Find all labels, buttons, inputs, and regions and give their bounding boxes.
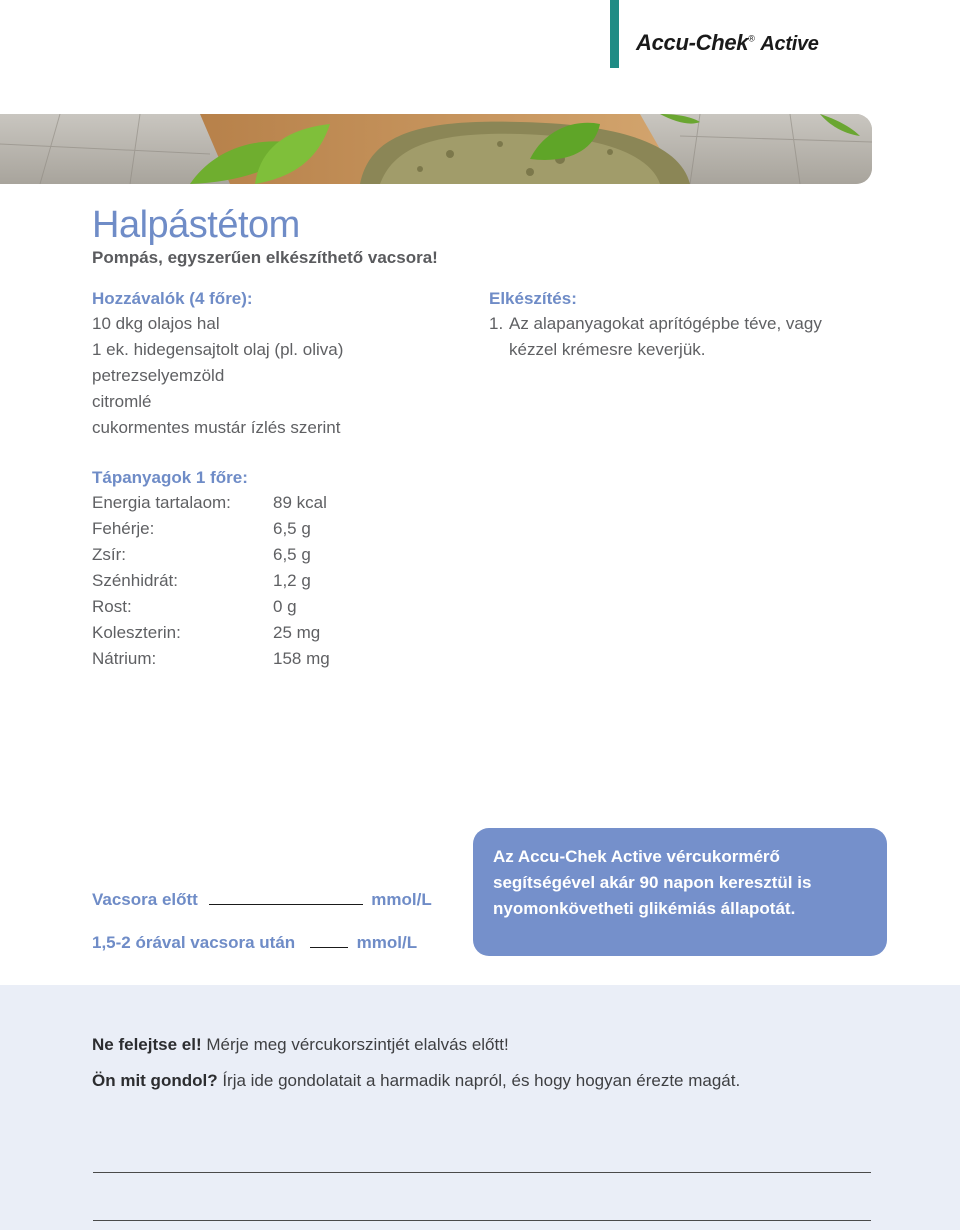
basil-pate-illustration [0,114,872,184]
nutrient-label: Szénhidrát: [92,571,178,590]
nutrient-value: 158 mg [273,649,330,668]
before-dinner-label: Vacsora előtt [92,890,198,909]
nutrients-section [92,468,330,672]
reminder-line [92,1035,509,1055]
after-dinner-value-field[interactable] [310,947,348,948]
writing-line[interactable] [93,1172,871,1173]
recipe-title: Halpástétom [92,204,300,246]
ingredient-item: 1 ek. hidegensajtolt olaj (pl. oliva) [92,340,344,359]
nutrient-label: Rost: [92,597,132,616]
nutrient-row [92,490,330,516]
ingredients-section [92,289,343,441]
nutrient-row [92,542,330,568]
preparation-step [489,311,869,363]
nutrient-value: 6,5 g [273,545,311,564]
nutrient-row [92,594,330,620]
before-dinner-unit: mmol/L [371,890,432,909]
ingredient-item: petrezselyemzöld [92,366,225,385]
nutrient-value: 1,2 g [273,571,311,590]
writing-line[interactable] [93,1220,871,1221]
before-dinner-measurement [92,890,432,910]
ingredient-item: cukormentes mustár ízlés szerint [92,418,341,437]
reminder-text: Mérje meg vércukorszintjét elalvás előtt! [201,1035,509,1054]
info-line: segítségével akár 90 napon keresztül is [493,873,812,892]
nutrient-label: Nátrium: [92,649,157,668]
after-dinner-unit: mmol/L [356,933,418,952]
nutrient-row [92,620,330,646]
ingredient-item: 10 dkg olajos hal [92,314,220,333]
info-line: Az Accu-Chek Active vércukormérő [493,847,780,866]
question-line [92,1071,740,1091]
recipe-subtitle: Pompás, egyszerűen elkészíthető vacsora! [92,248,438,267]
accu-chek-logo [636,30,819,56]
banner-photo [0,114,872,184]
nutrient-value: 6,5 g [273,519,311,538]
nutrients-heading: Tápanyagok 1 főre: [92,468,248,487]
ingredient-item: citromlé [92,392,152,411]
nutrient-value: 25 mg [273,623,321,642]
nutrient-label: Energia tartalaom: [92,493,231,512]
logo-main-text: Accu-Chek [636,30,749,55]
before-dinner-value-field[interactable] [209,904,363,905]
nutrient-label: Zsír: [92,545,126,564]
nutrient-value: 89 kcal [273,493,327,512]
nutrient-label: Koleszterin: [92,623,181,642]
brand-accent-bar [610,0,619,68]
nutrient-row [92,568,330,594]
info-line: nyomonkövetheti glikémiás állapotát. [493,899,796,918]
logo-registered-mark: ® [748,33,755,44]
preparation-section [489,289,869,363]
step-number: 1. [489,314,504,333]
nutrient-value: 0 g [273,597,297,616]
preparation-heading: Elkészítés: [489,289,577,308]
nutrient-row [92,646,330,672]
question-bold: Ön mit gondol? [92,1071,218,1090]
ingredients-heading: Hozzávalók (4 főre): [92,289,253,308]
step-text-line: Az alapanyagokat aprítógépbe téve, vagy [509,314,822,333]
nutrient-label: Fehérje: [92,519,155,538]
nutrient-row [92,516,330,542]
question-text: Írja ide gondolatait a harmadik napról, és hogy hogyan érezte magát. [217,1071,741,1090]
meter-info-box [473,828,887,956]
after-dinner-measurement [92,933,417,953]
logo-product-text: Active [760,33,819,55]
notes-footer [0,985,960,1230]
reminder-bold: Ne felejtse el! [92,1035,202,1054]
step-text-line: kézzel krémesre keverjük. [509,340,706,359]
after-dinner-label: 1,5-2 órával vacsora után [92,933,296,952]
